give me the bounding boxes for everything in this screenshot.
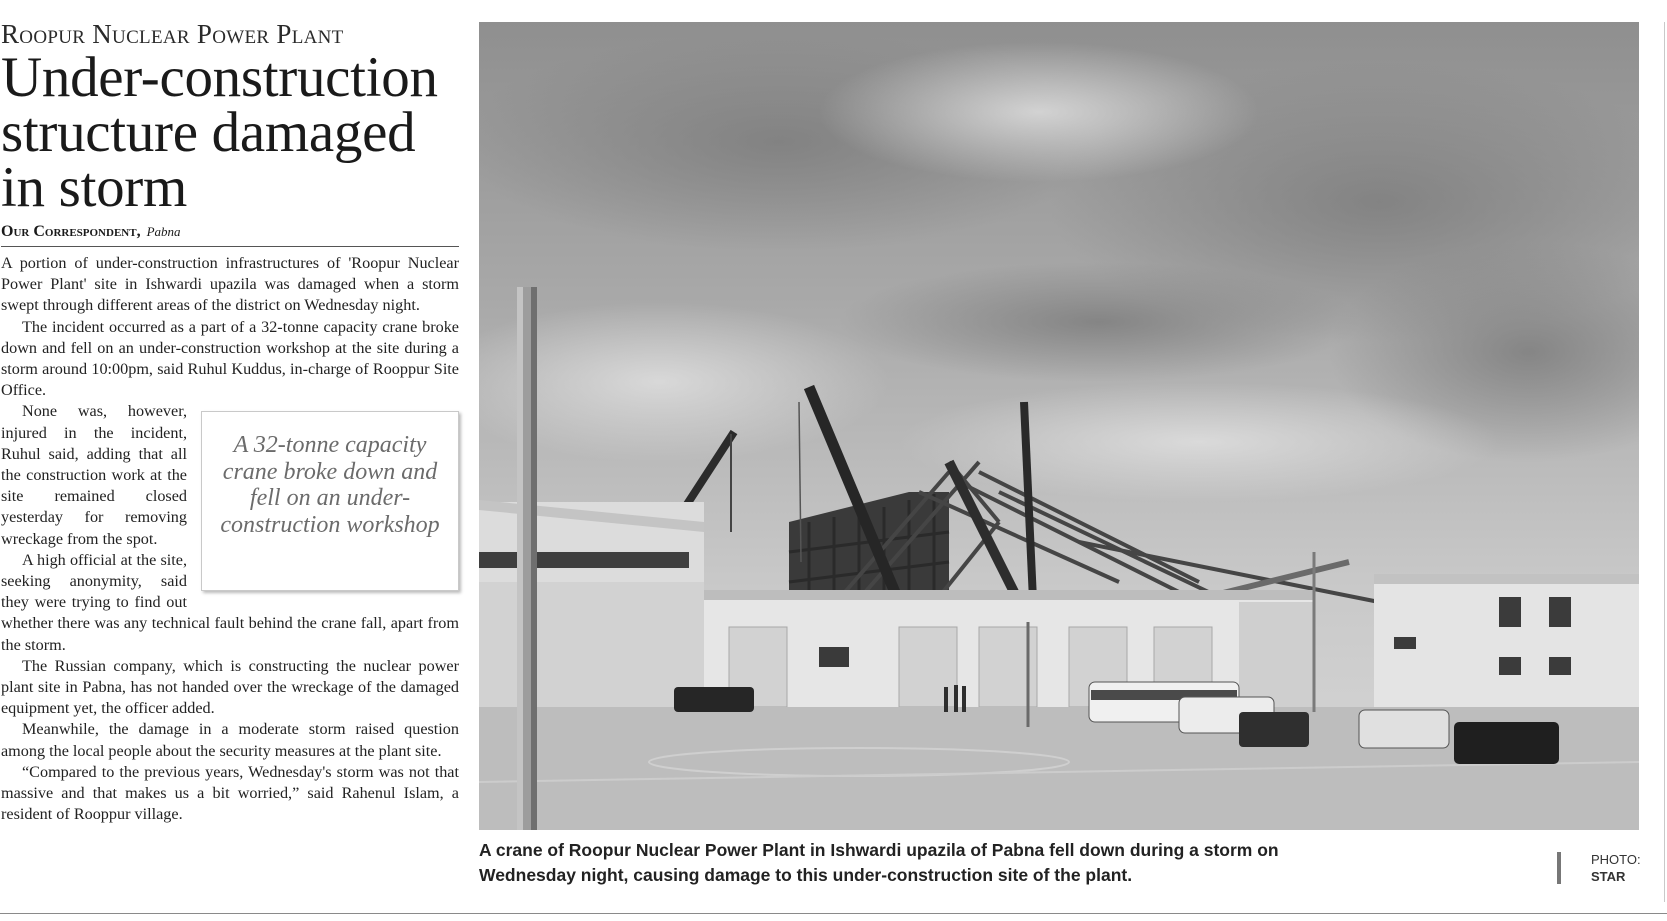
paragraph: “Compared to the previous years, Wednesday's storm was not that massive and that makes us a bit worried,” said Rahenul Islam, a resident of Rooppur village. [1, 762, 459, 824]
photo-credit-label: PHOTO: [1591, 852, 1641, 867]
bottom-rule [0, 913, 1667, 914]
byline-author: Our Correspondent, [1, 223, 141, 240]
article-column [1, 18, 459, 825]
photo-caption: A crane of Roopur Nuclear Power Plant in Ishwardi upazila of Pabna fell down during a storm on Wednesday night, causing damage to this under-construction site of the plant. [479, 840, 1279, 885]
byline [1, 223, 459, 247]
paragraph: Meanwhile, the damage in a moderate storm raised question among the local people about the security measures at the plant site. [1, 720, 459, 760]
paragraph: The Russian company, which is constructing the nuclear power plant site in Pabna, has not handed over the wreckage of the damaged equipment yet, the officer added. [1, 656, 459, 718]
article-body [1, 253, 459, 825]
column-rule [1664, 22, 1665, 902]
article-kicker: Roopur Nuclear Power Plant [1, 19, 344, 49]
paragraph: A high official at the site, seeking anonymity, said they were trying to find out whether there was any technical fault behind the crane fall, apart from the storm. [1, 550, 459, 654]
paragraph: The incident occurred as a part of a 32-tonne capacity crane broke down and fell on an under-construction workshop at the site during a storm around 10:00pm, said Ruhul Kuddus, in-charge of Rooppur Site Office. [1, 317, 459, 400]
crane-damage-photo [479, 22, 1639, 830]
paragraph: None was, however, injured in the incident, Ruhul said, adding that all the construction work at the site remained closed yesterday for removing wreckage from the spot. [1, 402, 187, 548]
byline-place: Pabna [146, 224, 181, 239]
credit-divider [1557, 852, 1561, 884]
news-photo [479, 22, 1639, 830]
article-headline: Under-construction structure damaged in storm [1, 46, 438, 219]
photo-credit [1591, 851, 1641, 885]
paragraph: A portion of under-construction infrastructures of 'Roopur Nuclear Power Plant' site in Ishwardi upazila was damaged when a storm swept through different areas of the district on Wednesday night. [1, 254, 459, 315]
photo-credit-source: STAR [1591, 869, 1626, 884]
pull-quote: A 32-tonne capacity crane broke down and fell on an under-construction workshop [201, 411, 459, 591]
